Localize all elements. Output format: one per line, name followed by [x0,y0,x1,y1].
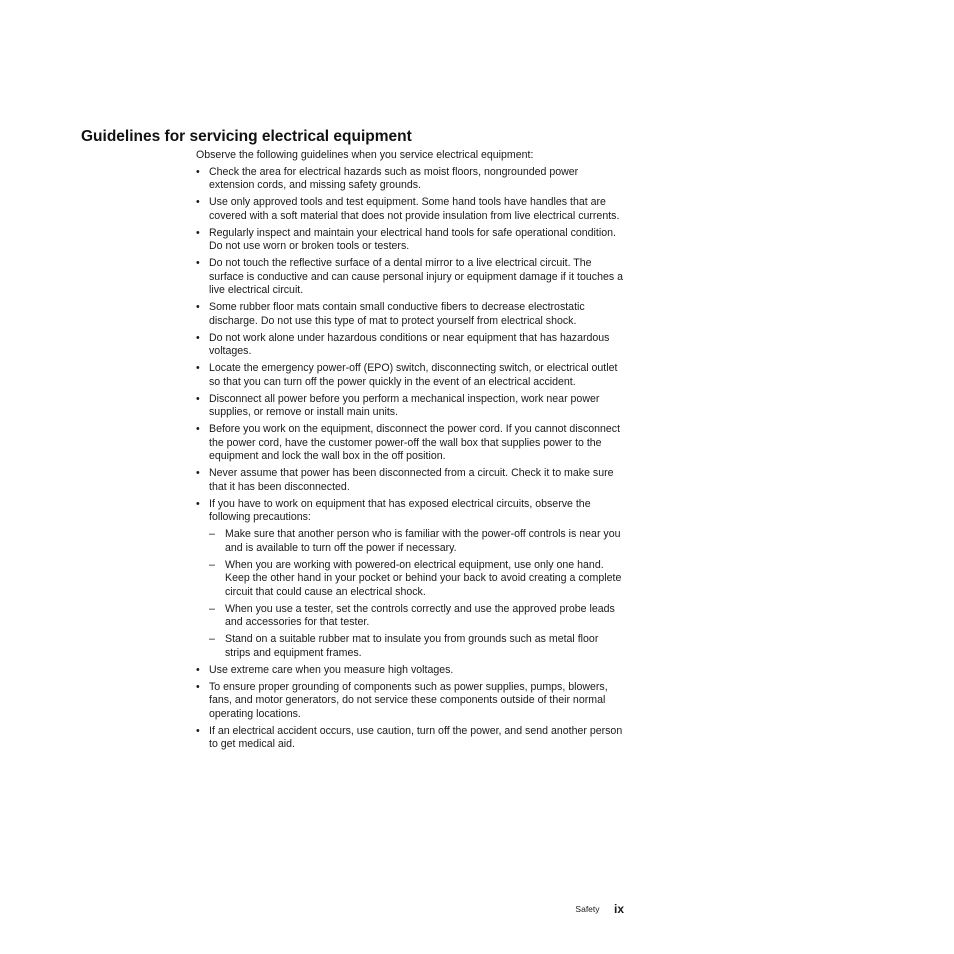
bullet-icon: • [196,257,200,269]
bullet-icon: • [196,226,200,239]
sublist-item [209,603,626,630]
list-item [196,725,626,752]
bullet-icon: • [196,392,200,405]
list-item-text: Regularly inspect and maintain your electrical hand tools for safe operational condition. Do not use worn or broken tools or testers. [209,226,616,252]
bullet-icon: • [196,423,200,435]
list-item [196,393,626,420]
intro-paragraph: Observe the following guidelines when you service electrical equipment: [196,149,534,161]
dash-icon: – [209,558,215,571]
list-item-text: Locate the emergency power-off (EPO) switch, disconnecting switch, or electrical outlet so that you can turn off the power quickly in the event of an electrical accident. [209,362,618,388]
list-item-text: To ensure proper grounding of components such as power supplies, pumps, blowers, fans, and motor generators, do not service these components outside of their normal operating locations. [209,680,608,720]
list-item-text: If an electrical accident occurs, use caution, turn off the power, and send another person to get medical aid. [209,724,623,750]
sublist-item-text: When you use a tester, set the controls correctly and use the approved probe leads and accessories for that tester. [225,602,615,628]
dash-icon: – [209,633,215,645]
list-item [196,362,626,389]
list-item-text: Use extreme care when you measure high voltages. [209,663,454,676]
list-item [196,467,626,494]
page-footer [575,900,624,918]
list-item [196,257,626,298]
list-item [196,423,626,464]
list-item-text: Do not work alone under hazardous conditions or near equipment that has hazardous voltages. [209,331,610,357]
sublist-item-text: Make sure that another person who is familiar with the power-off controls is near you and is available to turn off the power if necessary. [225,528,621,554]
sublist-item [209,633,626,660]
bullet-icon: • [196,680,200,693]
sublist-item [209,559,626,600]
list-item [196,227,626,254]
bullet-icon: • [196,467,200,479]
sublist-item-text: When you are working with powered-on electrical equipment, use only one hand. Keep the other hand in your pocket or behind your back to avoid creating a complete circuit that could cause an electrical shock. [225,558,622,598]
list-item [196,301,626,328]
list-item [196,498,626,661]
body-column [196,149,626,755]
bullet-icon: • [196,362,200,374]
list-item-text: If you have to work on equipment that has exposed electrical circuits, observe the following precautions: [209,497,591,523]
list-item-text: Check the area for electrical hazards such as moist floors, nongrounded power extension cords, and missing safety grounds. [209,165,579,191]
precaution-sublist [209,528,626,660]
list-item [196,332,626,359]
footer-section-label: Safety [575,904,600,914]
sublist-item [209,528,626,555]
guideline-list [196,166,626,752]
list-item [196,166,626,193]
list-item-text: Some rubber floor mats contain small conductive fibers to decrease electrostatic discharge. Do not use this type of mat to protect yourself from electrical shock. [209,301,585,327]
list-item [196,664,626,678]
list-item-text: Before you work on the equipment, disconnect the power cord. If you cannot disconnect the power cord, have the customer power-off the wall box that supplies power to the equipment and lock the wall box in the off position. [209,423,621,462]
dash-icon: – [209,528,215,540]
list-item-text: Do not touch the reflective surface of a dental mirror to a live electrical circuit. The surface is conductive and can cause personal injury or equipment damage if it touches a live electrical circuit. [209,257,623,296]
list-item [196,681,626,722]
list-item-text: Disconnect all power before you perform a mechanical inspection, work near power supplies, or remove or install main units. [209,392,600,418]
section-heading: Guidelines for servicing electrical equipment [81,128,412,145]
dash-icon: – [209,602,215,615]
bullet-icon: • [196,724,200,737]
list-item-text: Never assume that power has been disconnected from a circuit. Check it to make sure that it has been disconnected. [209,467,614,493]
page-number: ix [613,902,624,916]
bullet-icon: • [196,331,200,344]
bullet-icon: • [196,497,200,510]
bullet-icon: • [196,165,200,178]
list-item-text: Use only approved tools and test equipment. Some hand tools have handles that are covered with a soft material that does not provide insulation from live electrical currents. [209,196,620,222]
bullet-icon: • [196,196,200,208]
sublist-item-text: Stand on a suitable rubber mat to insulate you from grounds such as metal floor strips and equipment frames. [225,633,599,659]
bullet-icon: • [196,301,200,313]
list-item [196,196,626,223]
bullet-icon: • [196,663,200,676]
